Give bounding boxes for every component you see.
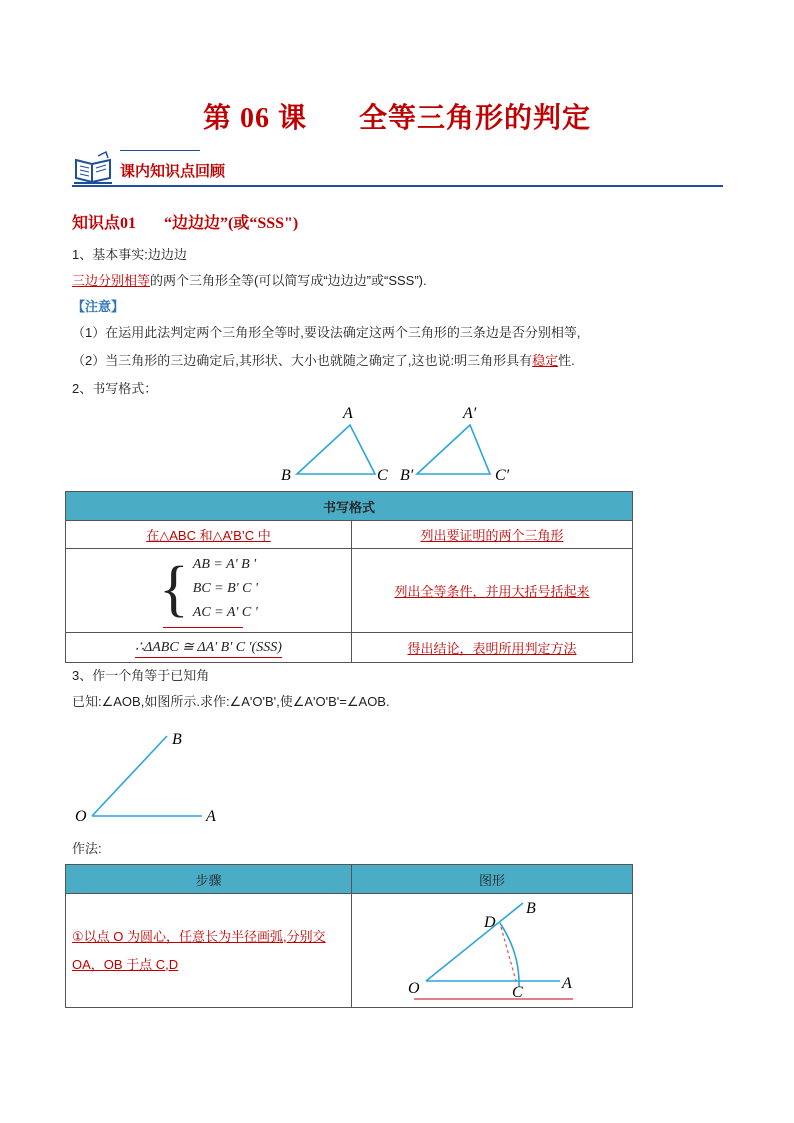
steps-header: 步骤 (66, 865, 352, 894)
angle-label-B: B (172, 731, 182, 748)
condition-ac: AC = A' C ' (192, 605, 258, 620)
label-C: C (377, 467, 388, 484)
cell-conditions-desc: 列出全等条件，并用大括号括起来 (352, 549, 633, 633)
triangles-figure (270, 400, 530, 492)
brace-symbol: { (159, 555, 189, 623)
label-A: A (343, 405, 353, 422)
fig-label-A: A (562, 974, 572, 992)
basic-fact-heading: 1、基本事实:边边边 (72, 247, 187, 262)
construction-figure (392, 897, 592, 1005)
triangle-abc (297, 425, 375, 474)
cell-triangles: 在△ABC 和△A’B’C 中 (66, 521, 352, 549)
label-B-prime: B′ (400, 467, 414, 484)
construct-ray-ob (426, 903, 523, 981)
section-label: 课内知识点回顾 (120, 163, 226, 180)
note-item-1: （1）在运用此法判定两个三角形全等时,要设法确定这两个三角形的三条边是否分别相等, (72, 325, 581, 340)
table-header: 书写格式 (66, 492, 633, 521)
triangle-a-prime (417, 425, 490, 474)
note-item-2-text: （2）当三角形的三边确定后,其形状、大小也就随之确定了,这也说:明三角形具有 (72, 353, 533, 368)
fig-label-B: B (526, 899, 536, 917)
fig-label-C: C (512, 983, 523, 1001)
basic-fact-definition (72, 270, 427, 289)
conditions-underline (163, 627, 243, 628)
page-title (0, 96, 794, 136)
construct-arc (500, 923, 519, 987)
section-divider (72, 185, 723, 187)
cell-triangles-desc: 列出要证明的两个三角形 (352, 521, 633, 549)
condition-ab: AB = A' B ' (192, 557, 257, 572)
lesson-number: 第 06 课 (202, 103, 307, 134)
cell-conclusion: ∴ΔABC ≅ ΔA' B' C '(SSS) (66, 633, 352, 663)
format-heading: 2、书写格式： (72, 381, 158, 396)
label-A-prime: A′ (463, 405, 477, 422)
angle-aob-figure (70, 726, 230, 826)
definition-highlight: 三边分别相等 (72, 273, 151, 288)
note-item-2-keyword: 稳定 (532, 353, 559, 368)
knowledge-point-number: 知识点01 (72, 215, 137, 232)
writing-format-table (65, 491, 633, 663)
angle-label-A: A (206, 808, 216, 825)
condition-bc: BC = B' C ' (192, 581, 258, 596)
knowledge-point-name: “边边边”(或“SSS") (164, 215, 299, 232)
note-item-2-end: 性. (558, 353, 575, 368)
fig-label-O: O (408, 979, 420, 997)
ray-ob (92, 736, 167, 816)
knowledge-point-heading (72, 210, 298, 233)
note-item-2 (72, 350, 575, 369)
note-label: 【注意】 (72, 299, 125, 314)
book-icon (72, 150, 116, 186)
figure-header: 图形 (352, 865, 633, 894)
step-1: ①以点 O 为圆心，任意长为半径画弧,分别交 OA，OB 于点 C,D (66, 894, 352, 1008)
cell-conclusion-desc: 得出结论，表明所用判定方法 (352, 633, 633, 663)
construct-angle-heading: 3、作一个角等于已知角 (72, 668, 210, 683)
label-B: B (281, 467, 291, 484)
step-1-figure (352, 894, 633, 1008)
fig-label-D: D (484, 913, 496, 931)
section-top-line (120, 150, 200, 151)
construct-angle-given: 已知:∠AOB,如图所示.求作:∠A'O'B',使∠A'O'B'=∠AOB. (72, 694, 390, 709)
definition-text: 的两个三角形全等(可以简写成“边边边”或“SSS”). (150, 273, 427, 288)
dashed-line-dc (501, 927, 516, 981)
label-C-prime: C′ (495, 467, 510, 484)
angle-label-O: O (75, 808, 87, 825)
lesson-topic: 全等三角形的判定 (359, 103, 592, 134)
method-heading: 作法: (72, 841, 102, 856)
cell-conditions (66, 549, 352, 633)
construction-steps-table (65, 864, 633, 1008)
